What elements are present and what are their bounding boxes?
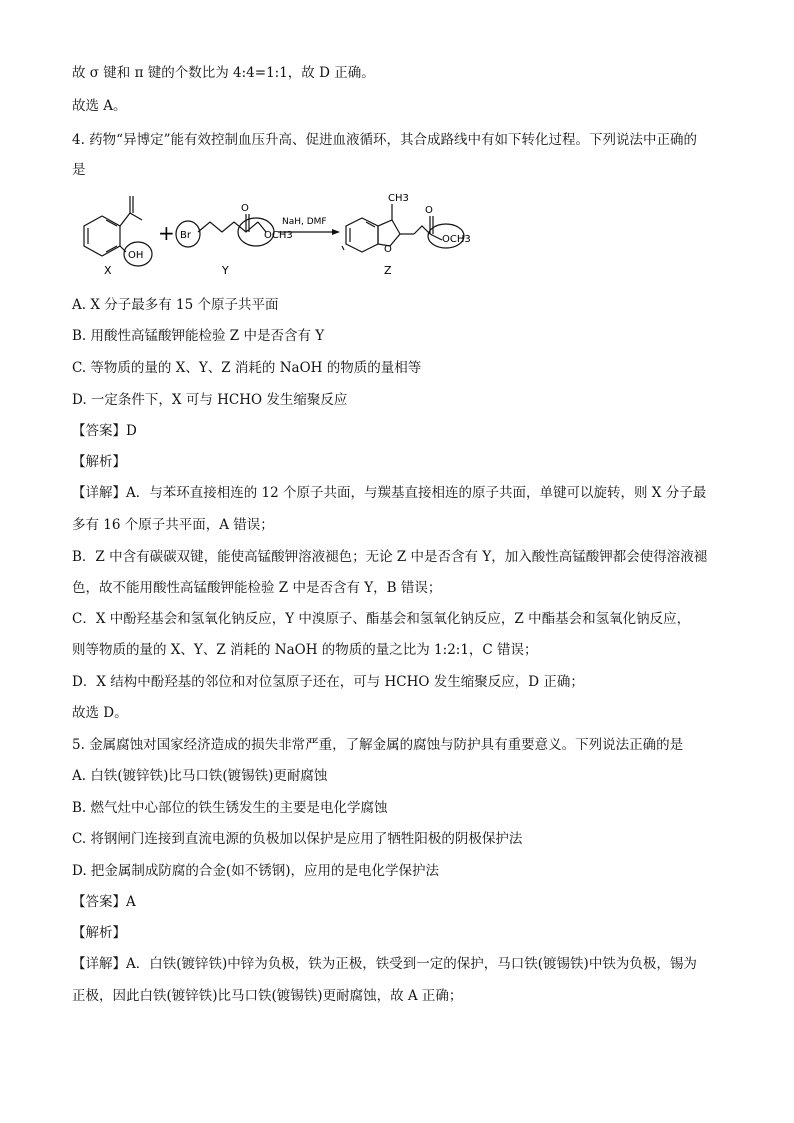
br-label: Br [180,230,191,241]
z-ring-o: O [384,244,392,255]
och3-y-label: OCH3 [264,230,293,241]
detail-4-line-1: 【详解】A．与苯环直接相连的 12 个原子共面，与羰基直接相连的原子共面，单键可以旋转，则 X 分子最 [72,485,707,501]
detail-4-line-3: B．Z 中含有碳碳双键，能使高锰酸钾溶液褪色；无论 Z 中是否含有 Y，加入酸性高锰酸钾都会使得溶液褪 [72,549,708,565]
option-5b: B. 燃气灶中心部位的铁生锈发生的主要是电化学腐蚀 [72,800,388,816]
option-4d: D. 一定条件下，X 可与 HCHO 发生缩聚反应 [72,392,348,408]
reaction-scheme [70,188,490,278]
detail-4-line-4: 色，故不能用酸性高锰酸钾能检验 Z 中是否含有 Y，B 错误； [72,580,442,596]
y-carbonyl-o: O [241,203,249,214]
option-4a: A. X 分子最多有 15 个原子共平面 [72,297,279,313]
ch3-label: CH3 [388,193,409,204]
text-line-2: 故选 A。 [72,98,127,114]
question-4-stem: 4. 药物“异博定”能有效控制血压升高、促进血液循环，其合成路线中有如下转化过程。下列说法中正确的 [72,132,697,148]
analysis-5-heading: 【解析】 [72,925,126,941]
detail-5-line-1: 【详解】A．白铁(镀锌铁)中锌为负极，铁为正极，铁受到一定的保护，马口铁(镀锡铁)中铁为负极，锡为 [72,956,697,972]
text-line-1: 故 σ 键和 π 键的个数比为 4:4=1:1，故 D 正确。 [72,65,375,81]
option-4c: C. 等物质的量的 X、Y、Z 消耗的 NaOH 的物质的量相等 [72,360,422,376]
question-4-stem-cont: 是 [72,162,86,178]
option-5a: A. 白铁(镀锌铁)比马口铁(镀锡铁)更耐腐蚀 [72,768,328,784]
detail-4-line-7: D．X 结构中酚羟基的邻位和对位氢原子还在，可与 HCHO 发生缩聚反应，D 正确； [72,674,584,690]
label-z: Z [384,264,392,277]
question-5-stem: 5. 金属腐蚀对国家经济造成的损失非常严重，了解金属的腐蚀与防护具有重要意义。下列说法正确的是 [72,737,684,753]
detail-4-line-2: 多有 16 个原子共平面，A 错误； [72,517,274,533]
reagent-label: NaH, DMF [282,217,327,227]
oh-label: OH [128,250,144,261]
detail-4-line-8: 故选 D。 [72,705,128,721]
detail-4-line-6: 则等物质的量的 X、Y、Z 消耗的 NaOH 的物质的量之比为 1:2:1，C 错误； [72,642,538,658]
option-5d: D. 把金属制成防腐的合金(如不锈钢)，应用的是电化学保护法 [72,863,439,879]
z-carbonyl-o: O [425,205,433,216]
answer-4: 【答案】D [72,423,137,439]
label-y: Y [222,264,229,277]
answer-5: 【答案】A [72,894,136,910]
option-5c: C. 将钢闸门连接到直流电源的负极加以保护是应用了牺牲阳极的阴极保护法 [72,831,523,847]
option-4b: B. 用酸性高锰酸钾能检验 Z 中是否含有 Y [72,328,325,344]
och3-z-label: OCH3 [442,234,471,245]
label-x: X [104,264,112,277]
analysis-4-heading: 【解析】 [72,454,126,470]
detail-4-line-5: C．X 中酚羟基会和氢氧化钠反应，Y 中溴原子、酯基会和氢氧化钠反应，Z 中酯基会和氢氧化钠反应， [72,611,691,627]
plus-sign: + [158,221,175,245]
detail-5-line-2: 正极，因此白铁(镀锌铁)比马口铁(镀锡铁)更耐腐蚀，故 A 正确； [72,988,463,1004]
